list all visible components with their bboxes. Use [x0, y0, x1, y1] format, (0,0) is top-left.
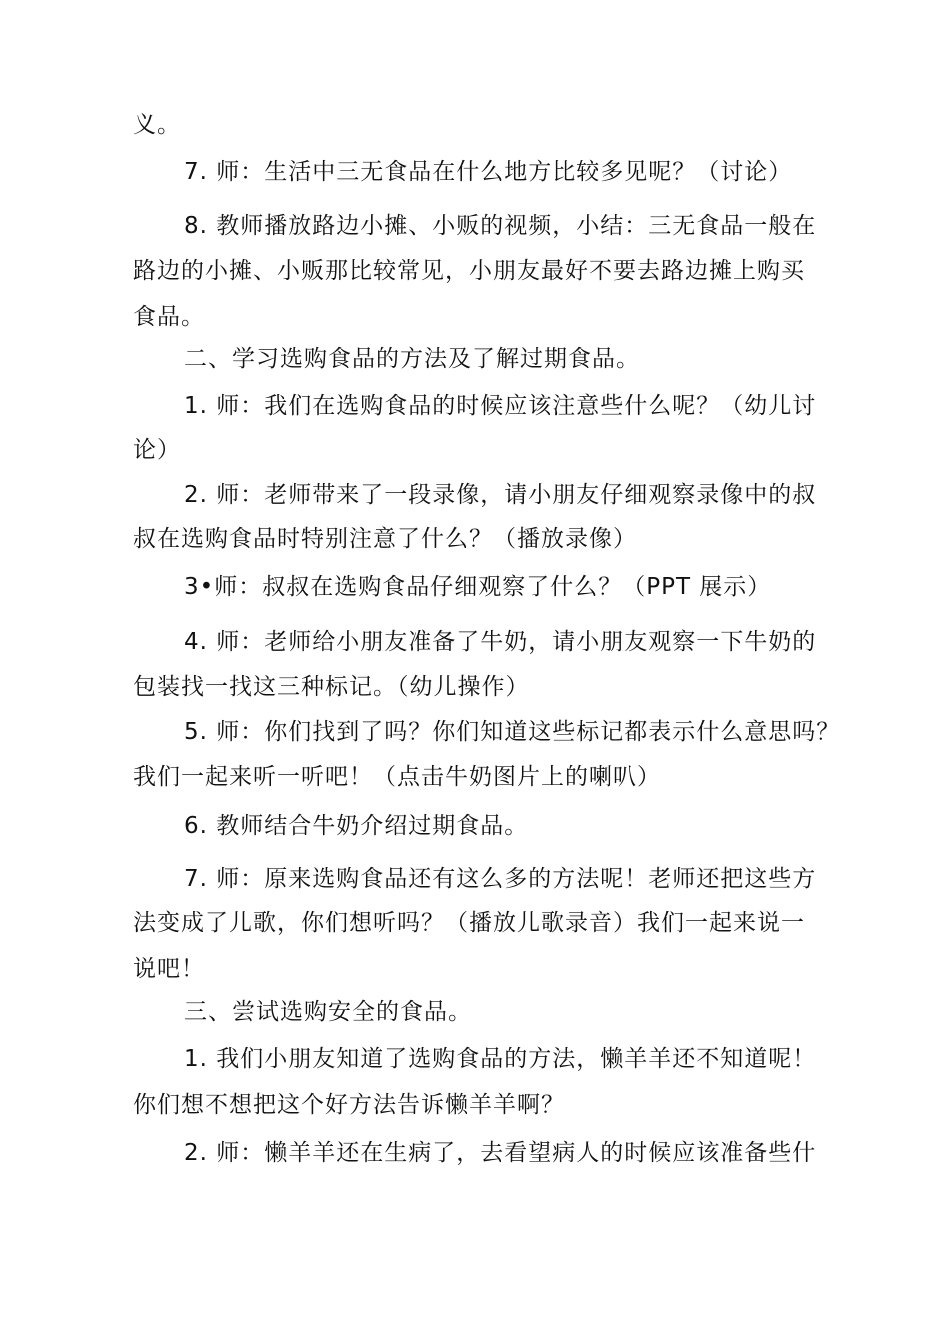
- text-line: 4. 师：老师给小朋友准备了牛奶，请小朋友观察一下牛奶的: [184, 629, 817, 655]
- text-line: 食品。: [133, 304, 205, 330]
- text-line: 论）: [133, 437, 181, 463]
- text-line: 1. 师：我们在选购食品的时候应该注意些什么呢？（幼儿讨: [184, 393, 817, 419]
- text-line: 义。: [133, 112, 181, 138]
- text-line: 7. 师：原来选购食品还有这么多的方法呢！老师还把这些方: [184, 866, 817, 892]
- text-line: 2. 师：老师带来了一段录像，请小朋友仔细观察录像中的叔: [184, 482, 817, 508]
- text-line: 8. 教师播放路边小摊、小贩的视频，小结：三无食品一般在: [184, 213, 817, 239]
- text-line: 3•师：叔叔在选购食品仔细观察了什么？（PPT 展示）: [184, 574, 772, 600]
- text-line: 包装找一找这三种标记。（幼儿操作）: [133, 674, 530, 700]
- text-line: 7. 师：生活中三无食品在什么地方比较多见呢？（讨论）: [184, 159, 793, 185]
- text-line: 路边的小摊、小贩那比较常见，小朋友最好不要去路边摊上购买: [133, 258, 805, 284]
- text-line: 5. 师：你们找到了吗？你们知道这些标记都表示什么意思吗？: [184, 719, 841, 745]
- text-line: 6. 教师结合牛奶介绍过期食品。: [184, 813, 529, 839]
- section-heading: 二、学习选购食品的方法及了解过期食品。: [184, 346, 640, 372]
- text-line: 我们一起来听一听吧！（点击牛奶图片上的喇叭）: [133, 764, 661, 790]
- text-line: 法变成了儿歌，你们想听吗？（播放儿歌录音）我们一起来说一: [133, 910, 805, 936]
- text-line: 说吧！: [133, 956, 205, 982]
- text-line: 1. 我们小朋友知道了选购食品的方法，懒羊羊还不知道呢！: [184, 1046, 817, 1072]
- text-line: 2. 师：懒羊羊还在生病了，去看望病人的时候应该准备些什: [184, 1140, 817, 1166]
- text-line: 你们想不想把这个好方法告诉懒羊羊啊？: [133, 1092, 565, 1118]
- section-heading: 三、尝试选购安全的食品。: [184, 999, 472, 1025]
- text-line: 叔在选购食品时特别注意了什么？（播放录像）: [133, 526, 637, 552]
